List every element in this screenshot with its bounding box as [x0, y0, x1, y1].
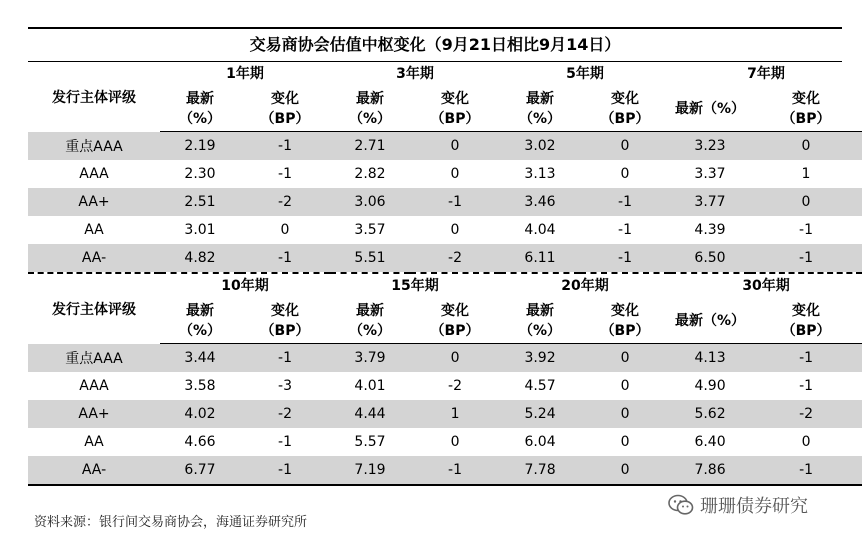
table-body: [28, 132, 862, 273]
change-value-cell: 0: [450, 166, 460, 182]
latest-value-cell: 3.44: [160, 344, 240, 373]
change-value-cell: -1: [618, 222, 632, 238]
latest-value-cell: 3.92: [500, 344, 580, 373]
table-title: 交易商协会估值中枢变化（9月21日相比9月14日）: [28, 27, 842, 62]
watermark: [668, 491, 846, 519]
change-value-cell: -2: [410, 244, 500, 272]
latest-header: 最新 （%）: [160, 298, 240, 344]
latest-value-cell: 4.13: [670, 344, 750, 373]
change-value-cell: 0: [580, 344, 670, 373]
table-row: [28, 160, 862, 188]
change-value-cell: -1: [278, 166, 292, 182]
table-row: [28, 244, 862, 272]
change-value-cell: 1: [410, 400, 500, 428]
table-row: [28, 188, 862, 216]
latest-value-cell: 4.90: [694, 378, 726, 394]
latest-header: 最新 （%）: [500, 86, 580, 132]
change-value-cell: -1: [750, 344, 862, 373]
latest-value-cell: 7.78: [500, 456, 580, 485]
change-value-cell: 0: [750, 132, 862, 161]
table-row: [28, 400, 862, 428]
latest-value-cell: 3.58: [184, 378, 216, 394]
change-value-cell: 0: [280, 222, 290, 238]
change-header: 变化 （BP）: [410, 86, 500, 132]
table-row: [28, 456, 862, 485]
rating-label: AA-: [28, 456, 160, 485]
latest-value-cell: 2.82: [354, 166, 386, 182]
rating-label: AA: [84, 222, 104, 238]
change-value-cell: 0: [580, 456, 670, 485]
latest-value-cell: 2.51: [160, 188, 240, 216]
latest-header: 最新 （%）: [500, 298, 580, 344]
latest-value-cell: 5.51: [330, 244, 410, 272]
latest-header: 最新（%）: [670, 298, 750, 344]
change-value-cell: -1: [410, 188, 500, 216]
period-header: 5年期: [566, 66, 604, 82]
change-value-cell: 0: [580, 132, 670, 161]
change-value-cell: -2: [240, 400, 330, 428]
change-value-cell: -1: [240, 244, 330, 272]
latest-value-cell: 6.04: [524, 434, 556, 450]
change-header: 变化 （BP）: [240, 298, 330, 344]
latest-header: 最新 （%）: [330, 298, 410, 344]
change-value-cell: -2: [750, 400, 862, 428]
table-body: [28, 344, 862, 486]
latest-value-cell: 5.57: [354, 434, 386, 450]
rating-label: AA: [84, 434, 104, 450]
latest-value-cell: 7.19: [330, 456, 410, 485]
latest-value-cell: 4.01: [354, 378, 386, 394]
change-value-cell: -1: [580, 244, 670, 272]
rating-label: AA+: [28, 188, 160, 216]
latest-value-cell: 2.19: [160, 132, 240, 161]
change-value-cell: -2: [448, 378, 462, 394]
change-value-cell: 0: [620, 166, 630, 182]
table-short-tenors: [28, 62, 862, 272]
latest-header: 最新（%）: [670, 86, 750, 132]
row-header: 发行主体评级: [52, 301, 136, 318]
latest-value-cell: 7.86: [670, 456, 750, 485]
source-note: 资料来源：银行间交易商协会，海通证券研究所: [34, 515, 308, 530]
latest-value-cell: 5.62: [670, 400, 750, 428]
change-value-cell: -1: [410, 456, 500, 485]
rating-label: 重点AAA: [28, 344, 160, 373]
latest-value-cell: 6.50: [670, 244, 750, 272]
period-header: 7年期: [747, 66, 785, 82]
change-value-cell: 0: [580, 400, 670, 428]
latest-value-cell: 3.79: [330, 344, 410, 373]
period-header: 20年期: [561, 278, 609, 294]
change-value-cell: 0: [410, 132, 500, 161]
latest-value-cell: 2.30: [184, 166, 216, 182]
latest-value-cell: 6.40: [694, 434, 726, 450]
latest-value-cell: 3.57: [354, 222, 386, 238]
rating-label: AAA: [79, 378, 109, 394]
change-value-cell: 0: [750, 188, 862, 216]
change-value-cell: -1: [750, 456, 862, 485]
row-header: 发行主体评级: [52, 89, 136, 106]
rating-label: 重点AAA: [28, 132, 160, 161]
latest-value-cell: 3.37: [694, 166, 726, 182]
latest-value-cell: 2.71: [330, 132, 410, 161]
watermark-text: 珊珊债券研究: [700, 496, 808, 517]
rating-label: AA+: [28, 400, 160, 428]
change-value-cell: -1: [580, 188, 670, 216]
latest-value-cell: 4.39: [694, 222, 726, 238]
latest-value-cell: 4.44: [330, 400, 410, 428]
change-value-cell: 0: [620, 378, 630, 394]
change-header: 变化 （BP）: [750, 298, 862, 344]
latest-value-cell: 4.02: [160, 400, 240, 428]
change-value-cell: 1: [801, 166, 811, 182]
change-header: 变化 （BP）: [410, 298, 500, 344]
period-header: 10年期: [221, 278, 269, 294]
change-value-cell: -1: [799, 378, 814, 394]
change-value-cell: -1: [750, 244, 862, 272]
latest-value-cell: 4.82: [160, 244, 240, 272]
latest-value-cell: 4.57: [524, 378, 556, 394]
change-value-cell: -3: [278, 378, 292, 394]
table-row: [28, 344, 862, 373]
latest-value-cell: 3.13: [524, 166, 556, 182]
change-value-cell: -1: [240, 132, 330, 161]
change-header: 变化 （BP）: [580, 298, 670, 344]
table-row: [28, 372, 862, 400]
latest-value-cell: 6.11: [500, 244, 580, 272]
latest-value-cell: 4.66: [184, 434, 216, 450]
change-value-cell: 0: [450, 222, 460, 238]
latest-header: 最新 （%）: [330, 86, 410, 132]
wechat-icon: [668, 494, 694, 516]
period-header: 15年期: [391, 278, 439, 294]
change-value-cell: 0: [620, 434, 630, 450]
latest-value-cell: 3.01: [184, 222, 216, 238]
latest-value-cell: 6.77: [160, 456, 240, 485]
change-value-cell: -1: [240, 456, 330, 485]
change-value-cell: 0: [801, 434, 811, 450]
period-header: 1年期: [226, 66, 264, 82]
valuation-table-sheet: [28, 27, 842, 486]
change-value-cell: -1: [240, 344, 330, 373]
latest-value-cell: 3.46: [500, 188, 580, 216]
change-header: 变化 （BP）: [750, 86, 862, 132]
period-header: 3年期: [396, 66, 434, 82]
table-long-tenors: [28, 272, 862, 486]
table-row: [28, 132, 862, 161]
change-value-cell: -1: [278, 434, 292, 450]
change-value-cell: 0: [450, 434, 460, 450]
rating-label: AA-: [28, 244, 160, 272]
change-header: 变化 （BP）: [240, 86, 330, 132]
period-header: 30年期: [742, 278, 790, 294]
latest-header: 最新 （%）: [160, 86, 240, 132]
latest-value-cell: 4.04: [524, 222, 556, 238]
change-value-cell: -1: [799, 222, 813, 238]
latest-value-cell: 3.23: [670, 132, 750, 161]
change-header: 变化 （BP）: [580, 86, 670, 132]
change-value-cell: 0: [410, 344, 500, 373]
change-value-cell: -2: [240, 188, 330, 216]
latest-value-cell: 3.77: [670, 188, 750, 216]
table-row: [28, 428, 862, 456]
table-row: [28, 216, 862, 244]
latest-value-cell: 5.24: [500, 400, 580, 428]
latest-value-cell: 3.02: [500, 132, 580, 161]
rating-label: AAA: [79, 166, 109, 182]
latest-value-cell: 3.06: [330, 188, 410, 216]
